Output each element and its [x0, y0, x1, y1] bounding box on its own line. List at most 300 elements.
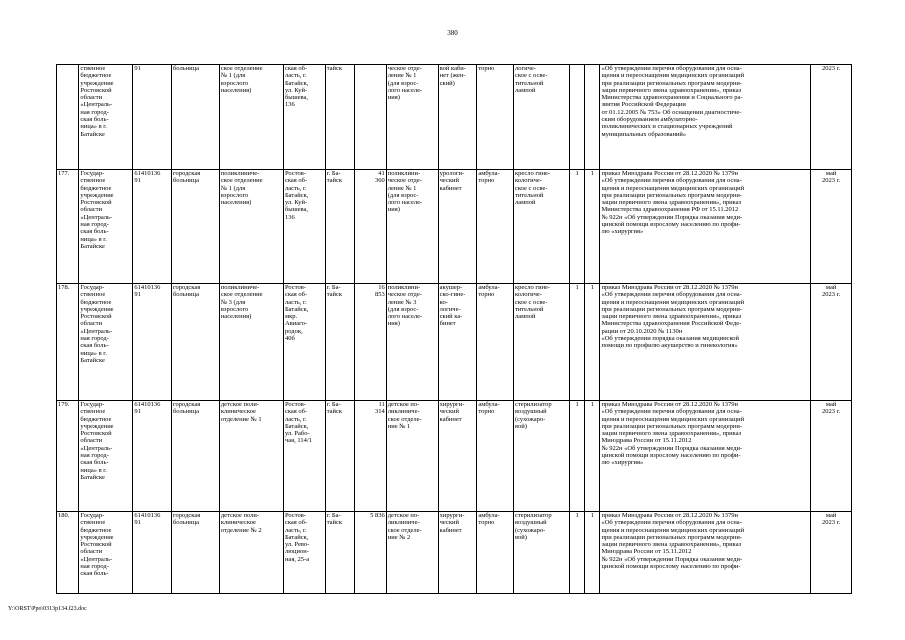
subdivision-line: ское отделе- — [387, 415, 422, 423]
department-line: взрослого — [220, 305, 249, 313]
subdivision-line: (для взрос- — [387, 305, 419, 313]
legal-basis-line: лю «хирургия» — [601, 228, 644, 236]
address-line: ская об- — [284, 65, 308, 72]
term-line: 2023 г. — [822, 408, 841, 416]
care-mode-cell — [477, 65, 514, 170]
department-line: № 3 (для — [220, 298, 246, 306]
table-row — [57, 65, 852, 170]
organization-type-line: городская — [173, 284, 201, 291]
room-line: акушер- — [439, 284, 463, 291]
organization-type-line: больница — [173, 177, 199, 185]
room-line: нет (жен- — [439, 72, 466, 80]
organization-name-line: «Централь- — [80, 213, 113, 221]
address-line: родок, — [284, 327, 303, 335]
organization-type-cell — [172, 284, 220, 401]
care-mode-cell — [477, 401, 514, 512]
organization-name-line: «Централь- — [80, 444, 113, 452]
subdivision-line: ческое отде- — [387, 65, 422, 72]
room-line: ческий — [439, 519, 459, 527]
subdivision-line: лого населе- — [387, 199, 423, 207]
organization-name-cell — [79, 170, 133, 284]
legal-basis-line: от 01.12.2005 № 753» Об оснащении диагностиче- — [601, 108, 742, 116]
organization-type-line: городская — [173, 512, 201, 519]
legal-basis-line: помощи по профилю акушерство и гинекология» — [601, 342, 738, 350]
city-cell — [325, 170, 355, 284]
equipment-table — [56, 64, 852, 594]
address-cell — [283, 65, 325, 170]
city-line: тайск — [326, 65, 343, 72]
legal-basis-line: муниципальных образований» — [601, 130, 687, 138]
organization-name-line: Государ- — [80, 512, 105, 519]
legal-basis-cell — [600, 401, 811, 512]
equipment-name-line: логиче- — [514, 65, 536, 72]
city-line: г. Ба- — [326, 512, 341, 519]
city-line: тайск — [326, 177, 343, 185]
subdivision-line: ния) — [387, 206, 400, 214]
care-mode-line: торно — [478, 65, 495, 72]
term-line: май — [825, 170, 837, 177]
subdivision-line: (для взрос- — [387, 79, 419, 87]
equipment-name-line: лампой — [514, 313, 536, 321]
subdivision-line: ния) — [387, 94, 400, 102]
organization-name-line: ская боль- — [80, 342, 109, 350]
legal-basis-line: «Об утверждении перечня оборудования для осна- — [601, 177, 742, 185]
organization-code-line: 61410136 — [134, 170, 161, 177]
equipment-name-line: воздушный — [514, 408, 547, 416]
organization-code-cell — [133, 170, 172, 284]
address-line: ская об- — [284, 177, 308, 185]
organization-name-line: Ростовской — [80, 430, 112, 438]
department-line: взрослого — [220, 79, 249, 87]
care-mode-line: амбула- — [478, 401, 500, 408]
address-line: бышева, — [284, 206, 309, 214]
organization-name-line: бюджетное — [80, 72, 112, 80]
address-cell — [283, 512, 325, 594]
legal-basis-line: звития Российской Федерации — [601, 101, 686, 109]
organization-type-line: городская — [173, 401, 201, 408]
address-line: Ростов- — [284, 170, 306, 177]
organization-name-line: ственное — [80, 408, 106, 416]
address-line: ул. Рево- — [284, 541, 310, 549]
organization-name-line: ная город- — [80, 563, 109, 571]
room-cell — [438, 401, 477, 512]
legal-basis-line: № 922н «Об утверждении Порядка оказания меди- — [601, 213, 743, 221]
organization-name-line: ственное — [80, 65, 106, 72]
city-cell — [325, 401, 355, 512]
organization-name-line: ница» в г. — [80, 235, 107, 243]
equipment-name-line: кресло гине- — [514, 170, 551, 177]
legal-basis-line: при реализации региональных программ модерни- — [601, 191, 742, 199]
term-cell — [811, 170, 852, 284]
organization-name-line: ная город- — [80, 221, 109, 229]
legal-basis-cell — [600, 284, 811, 401]
legal-basis-line: «Об утверждении порядка оказания медицинской — [601, 335, 739, 343]
organization-name-line: ская боль- — [80, 116, 109, 124]
organization-name-line: области — [80, 206, 103, 214]
legal-basis-line: Минздрава России от 15.11.2012 — [601, 548, 692, 556]
legal-basis-line: рации от 20.10.2020 № 1130н — [601, 327, 683, 335]
organization-name-cell — [79, 512, 133, 594]
legal-basis-cell — [600, 512, 811, 594]
term-line: 2023 г. — [822, 65, 841, 72]
address-line: ская об- — [284, 519, 308, 527]
equipment-name-cell — [513, 512, 569, 594]
address-cell — [283, 170, 325, 284]
address-line: Ростов- — [284, 512, 306, 519]
organization-name-line: Государ- — [80, 284, 105, 291]
care-mode-line: торно — [478, 519, 495, 527]
equipment-name-line: стерилизатор — [514, 401, 552, 408]
organization-name-line: учреждение — [80, 422, 114, 430]
subdivision-cell — [386, 65, 438, 170]
organization-code-cell — [133, 284, 172, 401]
population-line: 5 836 — [370, 512, 385, 519]
population-line: 360 — [375, 177, 385, 185]
quantity-cell: 1 — [569, 512, 584, 594]
address-line: Ростов- — [284, 401, 306, 408]
row-number-cell — [57, 65, 79, 170]
organization-name-line: учреждение — [80, 305, 114, 313]
legal-basis-line: № 922н «Об утверждении Порядка оказания меди- — [601, 444, 743, 452]
subdivision-line: ческое отде- — [387, 177, 422, 185]
address-line: 136 — [284, 213, 295, 221]
room-line: вой каби- — [439, 65, 466, 72]
legal-basis-cell — [600, 65, 811, 170]
subdivision-line: ние № 2 — [387, 533, 411, 541]
term-cell — [811, 512, 852, 594]
quantity-supplied-cell: 1 — [585, 284, 600, 401]
address-line: ласть, г. — [284, 415, 307, 423]
organization-name-line: Ростовской — [80, 541, 112, 549]
city-line: тайск — [326, 408, 343, 416]
quantity-supplied-cell: 1 — [585, 401, 600, 512]
address-line: Батайск, — [284, 533, 309, 541]
organization-name-line: ница» в г. — [80, 349, 107, 357]
subdivision-line: детское по- — [387, 512, 420, 519]
legal-basis-line: щения и переоснащения медицинских организаций — [601, 72, 745, 80]
care-mode-cell — [477, 512, 514, 594]
legal-basis-line: щения и переоснащения медицинских организаций — [601, 415, 745, 423]
department-line: клиническое — [220, 408, 256, 416]
equipment-name-line: лампой — [514, 199, 536, 207]
organization-type-line: городская — [173, 170, 201, 177]
legal-basis-line: при реализации региональных программ модерни- — [601, 533, 742, 541]
organization-name-line: Батайске — [80, 356, 105, 364]
legal-basis-line: приказ Минздрава России от 28.12.2020 № 1379н — [601, 170, 738, 177]
address-line: Батайск, — [284, 305, 309, 313]
department-line: клиническое — [220, 519, 256, 527]
organization-name-line: ная город- — [80, 452, 109, 460]
organization-code-cell — [133, 401, 172, 512]
subdivision-line: ния) — [387, 320, 400, 328]
room-line: кабинет — [439, 184, 462, 192]
department-line: № 1 (для — [220, 72, 246, 80]
organization-name-line: учреждение — [80, 533, 114, 541]
subdivision-line: ние № 1 — [387, 422, 411, 430]
population-cell — [355, 65, 387, 170]
organization-name-line: «Централь- — [80, 101, 113, 109]
organization-name-line: бюджетное — [80, 298, 112, 306]
organization-name-line: области — [80, 94, 103, 102]
department-line: поликлиниче- — [220, 170, 260, 177]
population-cell — [355, 512, 387, 594]
subdivision-line: лого населе- — [387, 313, 423, 321]
equipment-name-line: (сухожаро- — [514, 526, 546, 534]
organization-code-cell — [133, 512, 172, 594]
quantity-supplied-cell — [585, 65, 600, 170]
subdivision-cell — [386, 170, 438, 284]
care-mode-line: амбула- — [478, 284, 500, 291]
care-mode-cell — [477, 170, 514, 284]
legal-basis-line: № 922н «Об утверждении Порядка оказания меди- — [601, 555, 743, 563]
address-cell — [283, 401, 325, 512]
city-line: г. Ба- — [326, 401, 341, 408]
room-line: хирурги- — [439, 401, 465, 408]
care-mode-line: амбула- — [478, 512, 500, 519]
organization-name-cell — [79, 65, 133, 170]
department-line: отделение № 2 — [220, 526, 262, 534]
room-cell — [438, 512, 477, 594]
organization-name-line: бюджетное — [80, 184, 112, 192]
legal-basis-line: Министерства здравоохранения и Социального ра- — [601, 94, 743, 102]
address-line: Батайск, — [284, 191, 309, 199]
organization-name-line: учреждение — [80, 79, 114, 87]
organization-name-line: Батайске — [80, 242, 105, 250]
organization-name-line: Ростовской — [80, 313, 112, 321]
table-row — [57, 170, 852, 284]
organization-code-line: 61410136 — [134, 284, 161, 291]
equipment-name-line: тительной — [514, 305, 544, 313]
care-mode-line: амбула- — [478, 170, 500, 177]
organization-name-line: ная город- — [80, 335, 109, 343]
address-line: ская об- — [284, 291, 308, 299]
subdivision-line: детское по- — [387, 401, 420, 408]
organization-code-line: 91 — [134, 177, 141, 185]
legal-basis-line: «Об утверждении перечня оборудования для осна- — [601, 519, 742, 527]
address-line: ская об- — [284, 408, 308, 416]
legal-basis-line: при реализации региональных программ модерни- — [601, 422, 742, 430]
table-row — [57, 401, 852, 512]
department-cell — [219, 170, 283, 284]
subdivision-line: ческое отде- — [387, 291, 422, 299]
room-cell — [438, 170, 477, 284]
organization-name-line: области — [80, 548, 103, 556]
legal-basis-line: приказ Минздрава России от 28.12.2020 № 1379н — [601, 284, 738, 291]
table-row — [57, 284, 852, 401]
department-line: поликлиниче- — [220, 284, 260, 291]
equipment-name-line: стерилизатор — [514, 512, 552, 519]
address-line: бышева, — [284, 94, 309, 102]
legal-basis-line: поликлинических и стационарных учреждений — [601, 123, 733, 131]
term-line: 2023 г. — [822, 291, 841, 299]
equipment-name-line: кресло гине- — [514, 284, 551, 291]
organization-type-line: больница — [173, 408, 199, 416]
organization-name-line: Государ- — [80, 401, 105, 408]
subdivision-line: поликлини- — [387, 284, 421, 291]
subdivision-line: лого населе- — [387, 86, 423, 94]
equipment-name-line: лампой — [514, 86, 536, 94]
room-line: ский ка- — [439, 313, 463, 321]
department-cell — [219, 512, 283, 594]
equipment-name-line: вой) — [514, 422, 527, 430]
equipment-name-line: вой) — [514, 533, 527, 541]
population-line: 853 — [375, 291, 385, 299]
equipment-name-line: кологиче- — [514, 177, 542, 185]
address-line: ул. Рабо- — [284, 430, 310, 438]
equipment-name-line: кологиче- — [514, 291, 542, 299]
equipment-name-line: ское с осве- — [514, 184, 548, 192]
organization-type-cell — [172, 65, 220, 170]
organization-type-cell — [172, 401, 220, 512]
organization-code-cell — [133, 65, 172, 170]
equipment-name-line: тительной — [514, 191, 544, 199]
room-line: ско-гине- — [439, 291, 466, 299]
organization-name-line: области — [80, 437, 103, 445]
address-line: мкр. — [284, 313, 298, 321]
subdivision-line: ское отделе- — [387, 526, 422, 534]
address-line: ул. Куй- — [284, 199, 308, 207]
organization-name-line: ственное — [80, 177, 106, 185]
organization-name-cell — [79, 401, 133, 512]
organization-type-line: больница — [173, 291, 199, 299]
room-cell — [438, 284, 477, 401]
organization-code-line: 61410136 — [134, 401, 161, 408]
legal-basis-line: зации первичного звена здравоохранения», приказ — [601, 86, 742, 94]
legal-basis-line: щения и переоснащения медицинских организаций — [601, 298, 745, 306]
organization-code-line: 91 — [134, 519, 141, 527]
legal-basis-line: «Об утверждении перечня оборудования для осна- — [601, 65, 742, 72]
legal-basis-line: зации первичного звена здравоохранения», приказ — [601, 313, 742, 321]
equipment-name-cell — [513, 401, 569, 512]
organization-name-line: «Централь- — [80, 555, 113, 563]
city-line: тайск — [326, 291, 343, 299]
city-cell — [325, 65, 355, 170]
equipment-name-line: воздушный — [514, 519, 547, 527]
term-line: май — [825, 512, 837, 519]
department-line: № 1 (для — [220, 184, 246, 192]
room-line: урологи- — [439, 170, 465, 177]
equipment-name-cell — [513, 284, 569, 401]
organization-code-line: 91 — [134, 65, 141, 72]
term-line: 2023 г. — [822, 177, 841, 185]
footer-file-path: Y:\ORST\Ppo\0313p134.f23.doc — [8, 606, 87, 612]
address-line: чая, 114/1 — [284, 437, 312, 445]
organization-name-line: ственное — [80, 291, 106, 299]
legal-basis-line: «Об утверждении перечня оборудования для осна- — [601, 408, 742, 416]
department-line: населения) — [220, 86, 252, 94]
legal-basis-line: щения и переоснащения медицинских организаций — [601, 526, 745, 534]
department-line: населения) — [220, 199, 252, 207]
organization-name-line: бюджетное — [80, 526, 112, 534]
department-line: отделение № 1 — [220, 415, 262, 423]
department-line: ское отделение — [220, 177, 263, 185]
equipment-name-cell — [513, 65, 569, 170]
quantity-cell: 1 — [569, 284, 584, 401]
quantity-cell: 1 — [569, 401, 584, 512]
quantity-supplied-cell: 1 — [585, 512, 600, 594]
subdivision-line: ление № 1 — [387, 72, 417, 80]
organization-name-line: Батайске — [80, 473, 105, 481]
row-number-cell: 177. — [57, 170, 79, 284]
population-cell — [355, 170, 387, 284]
population-line: 314 — [375, 408, 385, 416]
address-line: ласть, г. — [284, 526, 307, 534]
organization-name-line: бюджетное — [80, 415, 112, 423]
legal-basis-line: щения и переоснащения медицинских организаций — [601, 184, 745, 192]
legal-basis-line: зации первичного звена здравоохранения», приказ — [601, 430, 742, 438]
organization-code-line: 61410136 — [134, 512, 161, 519]
department-line: ское отделение — [220, 65, 263, 72]
population-line: 41 — [378, 170, 385, 177]
organization-name-line: Ростовской — [80, 199, 112, 207]
row-number-cell: 178. — [57, 284, 79, 401]
address-line: ная, 25-а — [284, 555, 310, 563]
quantity-cell: 1 — [569, 170, 584, 284]
care-mode-cell — [477, 284, 514, 401]
address-line: Батайск, — [284, 79, 309, 87]
address-line: ласть, г. — [284, 298, 307, 306]
subdivision-line: ликлиниче- — [387, 408, 420, 416]
subdivision-line: поликлини- — [387, 170, 421, 177]
population-cell — [355, 401, 387, 512]
organization-name-line: ница» в г. — [80, 466, 107, 474]
care-mode-line: торно — [478, 177, 495, 185]
legal-basis-line: приказ Минздрава России от 28.12.2020 № 1379н — [601, 401, 738, 408]
organization-name-line: Государ- — [80, 170, 105, 177]
organization-name-line: Батайске — [80, 130, 105, 138]
address-line: 136 — [284, 101, 295, 109]
legal-basis-cell — [600, 170, 811, 284]
legal-basis-line: цинской помощи взрослому населению по профи- — [601, 221, 741, 229]
department-line: детское поли- — [220, 512, 260, 519]
organization-code-line: 91 — [134, 291, 141, 299]
address-line: Ростов- — [284, 284, 306, 291]
care-mode-line: торно — [478, 291, 495, 299]
address-line: 40б — [284, 335, 295, 343]
city-line: тайск — [326, 519, 343, 527]
term-cell — [811, 65, 852, 170]
legal-basis-line: ским оборудованием амбулаторно- — [601, 116, 698, 124]
organization-name-line: «Централь- — [80, 327, 113, 335]
organization-code-line: 91 — [134, 408, 141, 416]
organization-name-line: ская боль- — [80, 459, 109, 467]
room-line: ческий — [439, 408, 459, 416]
page-number: 380 — [447, 29, 458, 37]
room-line: бинет — [439, 320, 456, 328]
department-cell — [219, 65, 283, 170]
care-mode-line: торно — [478, 408, 495, 416]
organization-name-line: ная город- — [80, 108, 109, 116]
city-line: г. Ба- — [326, 284, 341, 291]
city-cell — [325, 512, 355, 594]
organization-name-line: ственное — [80, 519, 106, 527]
term-line: 2023 г. — [822, 519, 841, 527]
department-cell — [219, 284, 283, 401]
room-line: хирурги- — [439, 512, 465, 519]
address-line: Авиаго- — [284, 320, 307, 328]
subdivision-line: ление № 3 — [387, 298, 417, 306]
address-line: ласть, г. — [284, 72, 307, 80]
quantity-cell — [569, 65, 584, 170]
row-number-cell: 180. — [57, 512, 79, 594]
subdivision-line: ликлиниче- — [387, 519, 420, 527]
population-line: 16 — [378, 284, 385, 291]
organization-name-line: Ростовской — [80, 86, 112, 94]
organization-name-line: области — [80, 320, 103, 328]
equipment-name-cell — [513, 170, 569, 284]
population-line: 11 — [378, 401, 385, 408]
department-line: взрослого — [220, 191, 249, 199]
